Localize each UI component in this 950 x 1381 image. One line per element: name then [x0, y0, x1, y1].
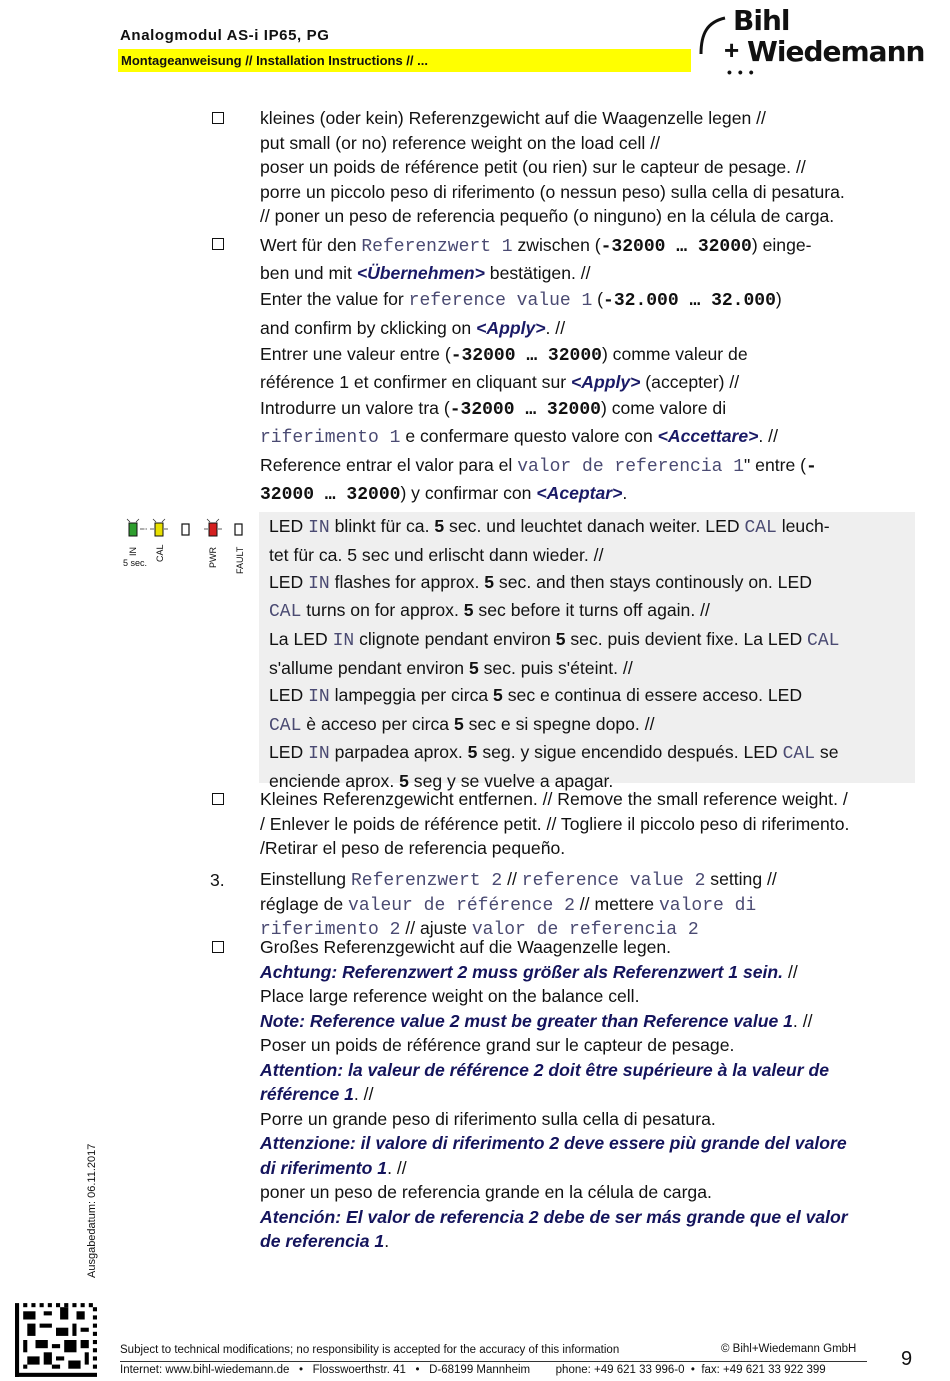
bullet-checkbox-icon — [212, 793, 224, 805]
text-line: Großes Referenzgewicht auf die Waagenzelle legen. — [260, 937, 672, 957]
document-title: Analogmodul AS-i IP65, PG — [120, 27, 330, 44]
text-line: riferimento 2 // ajuste valor de referencia 2 — [260, 918, 699, 940]
text-line: Atención: El valor de referencia 2 debe de ser más grande que el valor — [260, 1206, 848, 1227]
text-line: Einstellung Referenzwert 2 // reference value 2 setting // — [260, 869, 777, 891]
footer-copyright: © Bihl+Wiedemann GmbH — [721, 1343, 857, 1355]
led-description-text — [269, 513, 839, 795]
text-line: LED IN flashes for approx. 5 sec. and then stays continously on. LED — [269, 571, 812, 594]
led-status-diagram — [125, 516, 255, 576]
text-line: // poner un peso de referencia pequeño (o ninguno) en la célula de carga. — [260, 206, 835, 226]
text-line: ben und mit <Übernehmen> bestätigen. // — [260, 263, 591, 284]
text-line: put small (or no) reference weight on the load cell // — [260, 132, 660, 153]
text-line: s'allume pendant environ 5 sec. puis s'éteint. // — [269, 657, 633, 678]
instruction-large-reference-weight — [260, 935, 848, 1254]
text-line: CAL è acceso per circa 5 sec e si spegne dopo. // — [269, 713, 655, 736]
text-line: kleines (oder kein) Referenzgewicht auf die Waagenzelle legen // — [260, 108, 766, 128]
logo-plus: + — [724, 35, 740, 65]
logo-arc-icon — [697, 14, 727, 74]
text-line: porre un piccolo peso di riferimento (o nessun peso) sulla cella di pesatura. — [260, 181, 845, 202]
text-line: di riferimento 1. // — [260, 1157, 407, 1178]
led-label-5sec: 5 sec. — [123, 558, 148, 568]
text-line: Kleines Referenzgewicht entfernen. // Remove the small reference weight. / — [260, 789, 848, 809]
instruction-remove-small-weight — [260, 787, 849, 861]
text-line: tet für ca. 5 sec und erlischt dann wieder. // — [269, 544, 604, 565]
footer-contact: Internet: www.bihl-wiedemann.de • Flosswoerthstr. 41 • D-68199 Mannheim phone: +49 621 33 996-0 • fax: +49 621 33 922 399 — [120, 1364, 826, 1376]
bullet-checkbox-icon — [212, 112, 224, 124]
text-line: CAL turns on for approx. 5 sec before it turns off again. // — [269, 600, 710, 623]
text-line: Entrer une valeur entre (-32000 … 32000) comme valeur de — [260, 343, 748, 366]
text-line: Porre un grande peso di riferimento sulla cella di pesatura. — [260, 1108, 716, 1129]
text-line: /Retirar el peso de referencia pequeño. — [260, 838, 566, 858]
text-line: Attenzione: il valore di riferimento 2 deve essere più grande del valore — [260, 1133, 847, 1153]
step3-heading — [260, 868, 777, 942]
led-label-pwr: PWR — [208, 547, 218, 568]
text-line: réglage de valeur de référence 2 // mettere valore di — [260, 893, 757, 916]
text-line: Poser un poids de référence grand sur le capteur de pesage. — [260, 1035, 735, 1055]
logo-dots: ••• — [727, 64, 760, 80]
text-line: Attention: la valeur de référence 2 doit être supérieure à la valeur de — [260, 1059, 830, 1080]
logo-text-bihl: Bihl — [733, 4, 790, 37]
led-label-fault: FAULT — [235, 546, 245, 574]
footer-divider — [120, 1361, 867, 1362]
company-logo — [697, 4, 927, 78]
led-indicators-icon — [125, 516, 255, 544]
text-line: LED IN parpadea aprox. 5 seg. y sigue encendido después. LED CAL se — [269, 742, 839, 765]
text-line: référence 1. // — [260, 1084, 374, 1104]
text-line: de referencia 1. — [260, 1231, 390, 1251]
text-line: Achtung: Referenzwert 2 muss größer als Referenzwert 1 sein. // — [260, 961, 798, 982]
step-number: 3. — [210, 870, 225, 890]
text-line: LED IN blinkt für ca. 5 sec. und leuchtet danach weiter. LED CAL leuch- — [269, 516, 830, 538]
text-line: enciende aprox. 5 seg y se vuelve a apagar. — [269, 771, 614, 792]
page-number: 9 — [901, 1348, 913, 1370]
text-line: / Enlever le poids de référence petit. // Togliere il piccolo peso di riferimento. — [260, 813, 850, 834]
text-line: La LED IN clignote pendant environ 5 sec. puis devient fixe. La LED CAL — [269, 629, 840, 652]
text-line: 32000 … 32000) y confirmar con <Aceptar>. — [260, 482, 628, 505]
footer-disclaimer: Subject to technical modifications; no responsibility is accepted for the accuracy of this information — [120, 1344, 620, 1356]
text-line: Note: Reference value 2 must be greater than Reference value 1. // — [260, 1010, 813, 1031]
text-line: Wert für den Referenzwert 1 zwischen (-32000 … 32000) einge- — [260, 235, 812, 257]
instruction-reference-weight-small — [260, 106, 845, 229]
instruction-enter-reference-value-1 — [260, 232, 817, 508]
text-line: LED IN lampeggia per circa 5 sec e continua di essere acceso. LED — [269, 684, 803, 707]
text-line: poser un poids de référence petit (ou rien) sur le capteur de pesage. // — [260, 157, 806, 177]
bullet-checkbox-icon — [212, 941, 224, 953]
text-line: Place large reference weight on the balance cell. — [260, 986, 640, 1006]
led-label-in: IN — [128, 547, 138, 556]
led-label-cal: CAL — [155, 544, 165, 562]
text-line: Enter the value for reference value 1 (-32.000 … 32.000) — [260, 289, 782, 312]
document-subtitle: Montageanweisung // Installation Instructions // ... — [121, 53, 428, 68]
text-line: Introdurre un valore tra (-32000 … 32000) come valore di — [260, 398, 727, 421]
text-line: poner un peso de referencia grande en la célula de carga. — [260, 1182, 712, 1202]
bullet-checkbox-icon — [212, 238, 224, 250]
text-line: référence 1 et confirmer en cliquant sur <Apply> (accepter) // — [260, 372, 740, 393]
text-line: riferimento 1 e confermare questo valore con <Accettare>. // — [260, 426, 778, 449]
text-line: Reference entrar el valor para el valor de referencia 1" entre (- — [260, 454, 817, 477]
text-line: and confirm by cklicking on <Apply>. // — [260, 317, 566, 338]
logo-text-wiedemann: Wiedemann — [747, 35, 925, 68]
issue-date: Ausgabedatum: 06.11.2017 — [86, 1143, 98, 1278]
datamatrix-code-icon — [15, 1303, 97, 1377]
